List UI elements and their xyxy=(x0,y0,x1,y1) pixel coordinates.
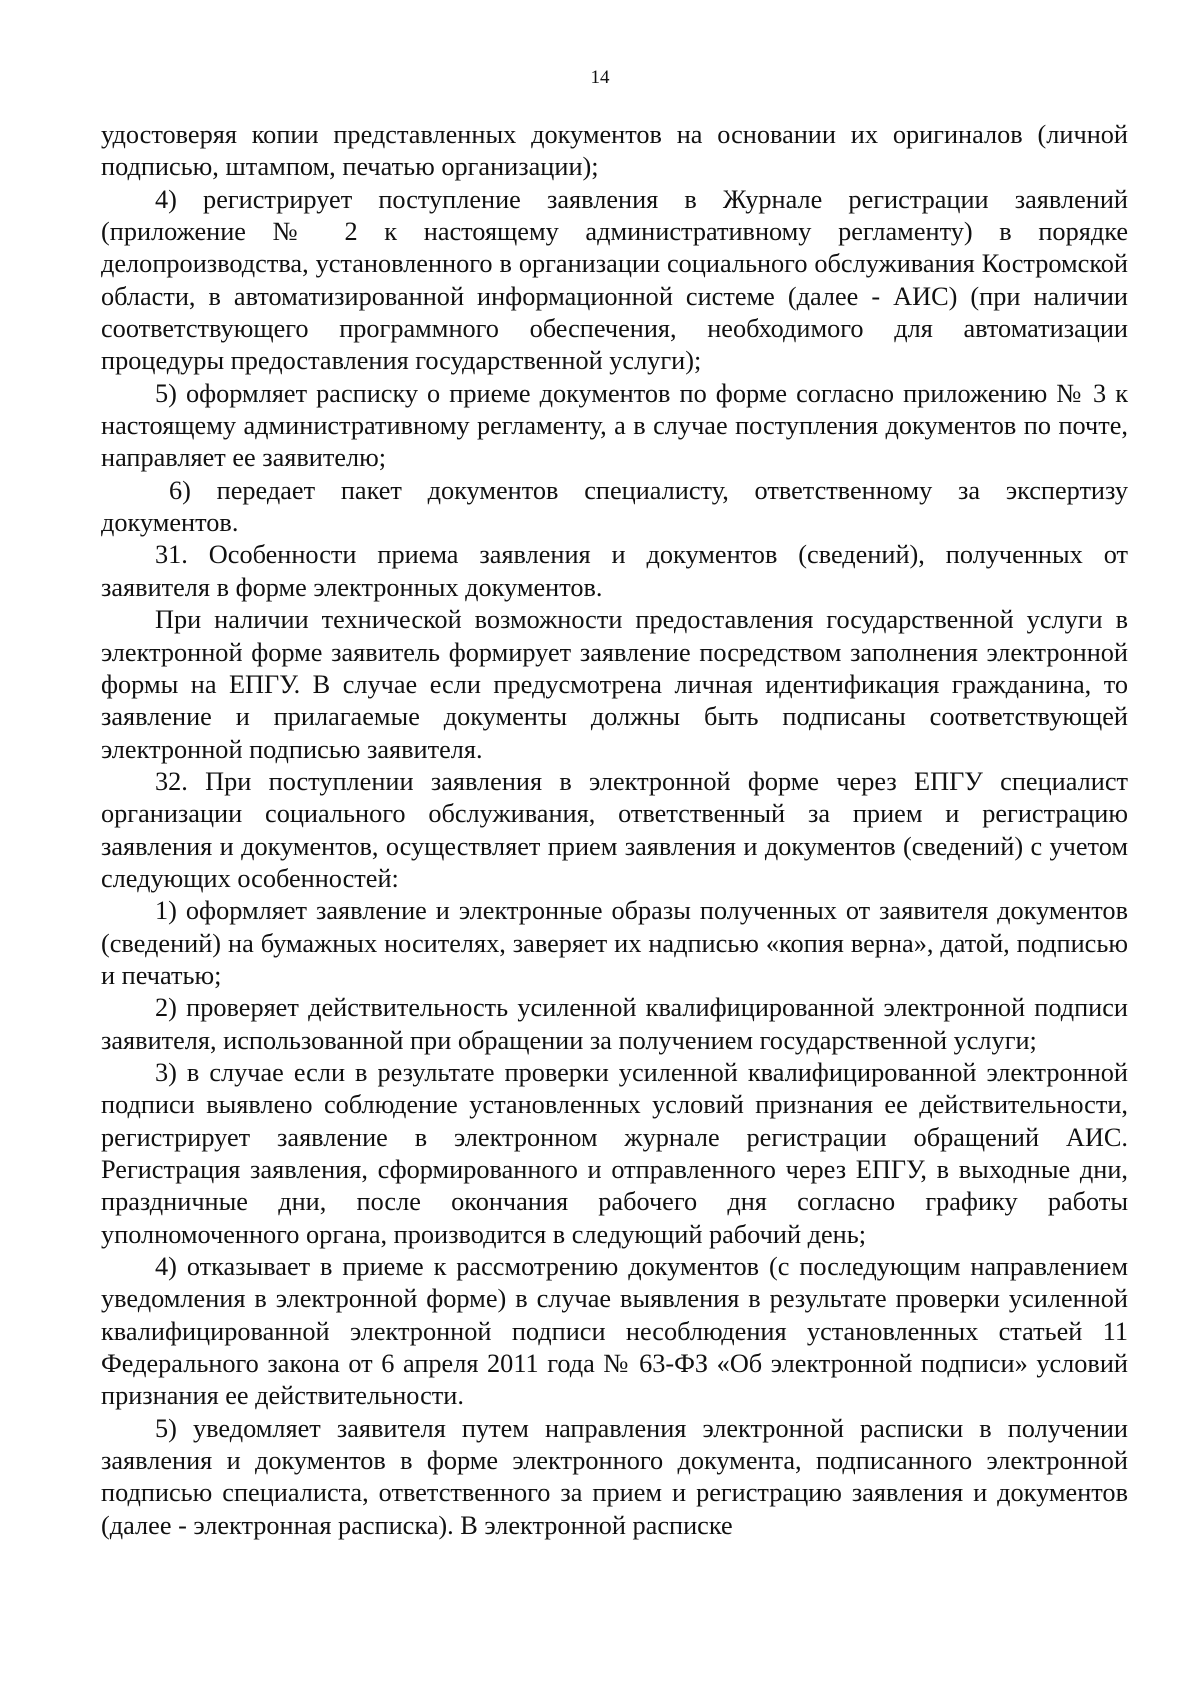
paragraph-electronic-form: При наличии технической возможности предоставления государственной услуги в электронной форме заявитель формирует заявление посредством заполнения электронной формы на ЕПГУ. В случае если предусмотрена личная идентификация гражданина, то заявление и прилагаемые документы должны быть подписаны соответствующей электронной подписью заявителя. xyxy=(101,605,1128,764)
paragraph-32-item-5: 5) уведомляет заявителя путем направления электронной расписки в получении заявления и документов в форме электронного документа, подписанного электронной подписью специалиста, ответственного за прием и регистрацию заявления и документов (далее - электронная расписка). В электронной расписке xyxy=(101,1413,1128,1540)
paragraph-item-6-transfer: 6) передает пакет документов специалисту, ответственному за экспертизу документов. xyxy=(101,475,1128,538)
paragraph-continuation: удостоверяя копии представленных документов на основании их оригиналов (личной подписью, штампом, печатью организации); xyxy=(101,120,1128,182)
page-number: 14 xyxy=(590,67,610,88)
paragraph-32-item-4: 4) отказывает в приеме к рассмотрению документов (с последующим направлением уведомления в электронной форме) в случае выявления в результате проверки усиленной квалифицированной электронной подписи несоблюдения установленных статьей 11 Федерального закона от 6 апреля 2011 года № 63-ФЗ «Об электронной подписи» условий признания ее действительности. xyxy=(101,1252,1128,1411)
paragraph-32-item-1: 1) оформляет заявление и электронные образы полученных от заявителя документов (сведений) на бумажных носителях, заверяет их надписью «копия верна», датой, подписью и печатью; xyxy=(101,896,1128,990)
paragraph-item-5-receipt: 5) оформляет расписку о приеме документов по форме согласно приложению № 3 к настоящему административному регламенту, а в случае поступления документов по почте, направляет ее заявителю; xyxy=(101,378,1128,473)
paragraph-32-item-3: 3) в случае если в результате проверки усиленной квалифицированной электронной подписи выявлено соблюдение установленных условий признания ее действительности, регистрирует заявление в электронном журнале регистрации обращений АИС. Регистрация заявления, сформированного и отправленного через ЕПГУ, в выходные дни, праздничные дни, после окончания рабочего дня согласно графику работы уполномоченного органа, производится в следующий рабочий день; xyxy=(101,1057,1128,1249)
paragraph-32-item-2: 2) проверяет действительность усиленной квалифицированной электронной подписи заявителя, использованной при обращении за получением государственной услуги; xyxy=(101,993,1128,1055)
paragraph-item-4-register: 4) регистрирует поступление заявления в Журнале регистрации заявлений (приложение № 2 к настоящему административному регламенту) в порядке делопроизводства, установленного в организации социального обслуживания Костромской области, в автоматизированной информационной системе (далее - АИС) (при наличии соответствующего программного обеспечения, необходимого для автоматизации процедуры предоставления государственной услуги); xyxy=(101,184,1128,376)
paragraph-section-32: 32. При поступлении заявления в электронной форме через ЕПГУ специалист организации социального обслуживания, ответственный за прием и регистрацию заявления и документов, осуществляет прием заявления и документов (сведений) с учетом следующих особенностей: xyxy=(101,766,1128,893)
document-body xyxy=(101,119,1128,1542)
paragraph-section-31: 31. Особенности приема заявления и документов (сведений), полученных от заявителя в форме электронных документов. xyxy=(101,540,1128,602)
